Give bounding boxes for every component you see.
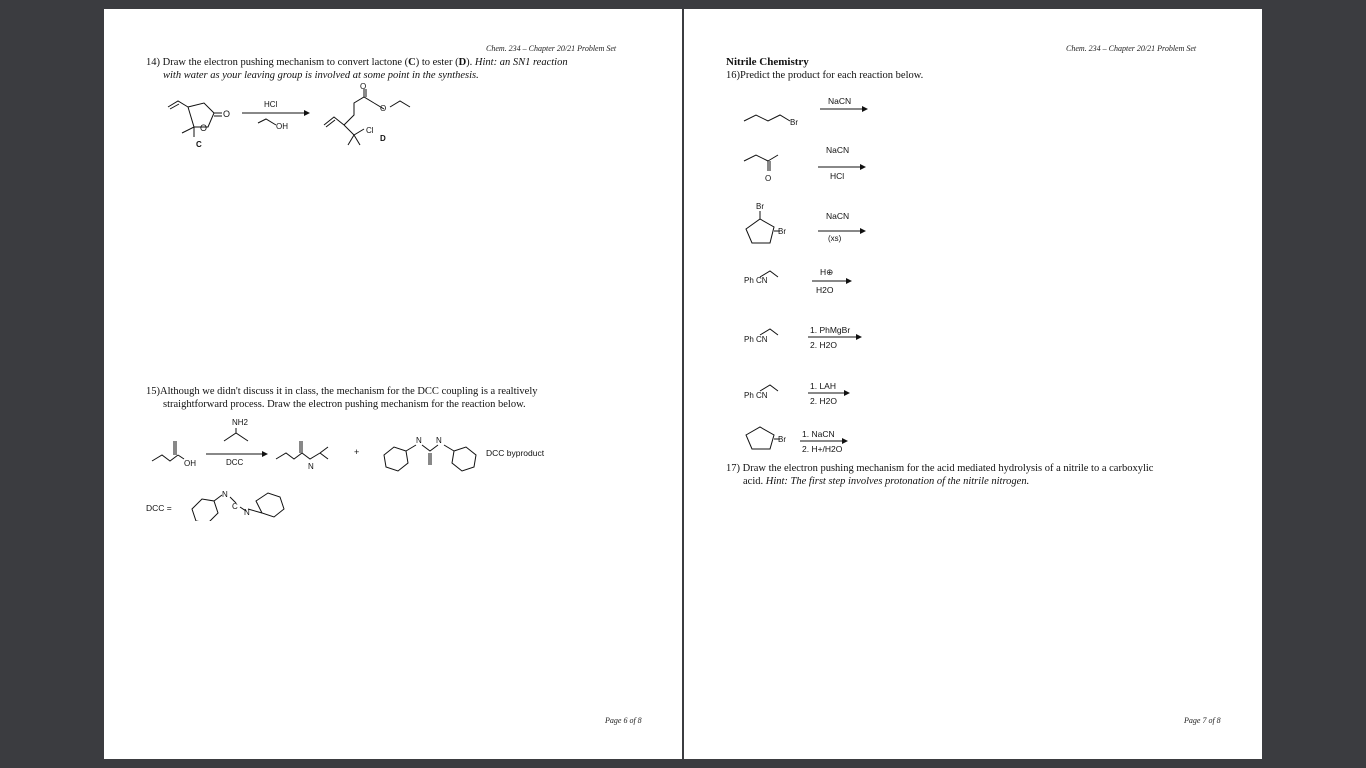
amide-product: [276, 441, 328, 459]
svg-text:N: N: [222, 490, 228, 499]
svg-text:2. H2O: 2. H2O: [810, 340, 837, 350]
label-c: C: [196, 140, 202, 149]
svg-text:Ph CN: Ph CN: [744, 335, 768, 344]
page-footer: Page 6 of 8: [605, 716, 642, 725]
ester-structure: [324, 89, 410, 145]
dcc-coupling-scheme: [144, 411, 584, 521]
chlorine: Cl: [366, 126, 374, 135]
amide-n: N: [308, 462, 314, 471]
reaction-5: [744, 325, 862, 350]
reaction-4: [744, 267, 852, 295]
svg-text:N: N: [416, 436, 422, 445]
svg-text:NaCN: NaCN: [828, 96, 852, 106]
question-16: 16)Predict the product for each reaction below.: [726, 70, 924, 81]
svg-text:N: N: [244, 508, 250, 517]
svg-text:(xs): (xs): [828, 234, 842, 243]
page-footer: Page 7 of 8: [1184, 716, 1221, 725]
reaction-1: [744, 96, 868, 127]
svg-text:O: O: [360, 82, 367, 91]
question-14: 14) Draw the electron pushing mechanism to convert lactone (C) to ester (D). Hint: an SN1 reaction with water as your leaving group is involved at some point in the synthesis.: [146, 57, 568, 81]
lactone-oxygen: O: [223, 109, 231, 119]
question-15: 15)Although we didn't discuss it in class, the mechanism for the DCC coupling is a realtively straightforward process. Draw the electron pushing mechanism for the reaction below.: [146, 386, 538, 410]
page-6: [104, 9, 682, 759]
nitrile-reactions: [734, 89, 894, 459]
reaction-2: [744, 145, 866, 183]
reagent-ethanol: OH: [276, 122, 288, 131]
svg-text:C: C: [232, 502, 238, 511]
svg-text:Br: Br: [756, 202, 764, 211]
svg-text:1. LAH: 1. LAH: [810, 381, 836, 391]
ring-oxygen: O: [200, 123, 208, 133]
carboxylic-acid: [152, 441, 184, 461]
reaction-6: [744, 381, 850, 406]
reagent-dcc: DCC: [226, 458, 244, 467]
dcc-equals: DCC =: [146, 503, 172, 513]
svg-text:Ph CN: Ph CN: [744, 276, 768, 285]
lactone-to-ester-scheme: [154, 79, 414, 159]
svg-text:Br: Br: [778, 435, 786, 444]
plus-sign: +: [354, 447, 360, 457]
dcc-structure: [192, 493, 284, 521]
page-header: Chem. 234 – Chapter 20/21 Problem Set: [1066, 44, 1197, 53]
svg-text:NaCN: NaCN: [826, 145, 850, 155]
svg-text:HCl: HCl: [830, 171, 845, 181]
svg-text:NaCN: NaCN: [826, 211, 850, 221]
svg-text:Ph CN: Ph CN: [744, 391, 768, 400]
section-title: Nitrile Chemistry: [726, 56, 809, 68]
svg-text:O: O: [380, 104, 387, 113]
lactone-structure: [168, 101, 222, 137]
label-d: D: [380, 134, 386, 143]
svg-text:Br: Br: [790, 118, 798, 127]
svg-text:Br: Br: [778, 227, 786, 236]
svg-text:H⊕: H⊕: [820, 267, 834, 277]
reaction-3: [746, 202, 866, 243]
question-17: 17) Draw the electron pushing mechanism for the acid mediated hydrolysis of a nitrile to a carboxylic acid. Hint: The first step involves protonation of the nitrile nitrogen.: [726, 463, 1154, 487]
dicyclohexylurea: [384, 445, 476, 471]
acid-oh: OH: [184, 459, 196, 468]
svg-text:O: O: [765, 174, 772, 183]
page-7: [684, 9, 1262, 759]
reagent-hcl: HCl: [264, 100, 278, 109]
amine-label: NH2: [232, 418, 249, 427]
svg-text:2. H+/H2O: 2. H+/H2O: [802, 444, 843, 454]
svg-text:1. NaCN: 1. NaCN: [802, 429, 835, 439]
svg-text:H2O: H2O: [816, 285, 834, 295]
reaction-7: [746, 427, 848, 454]
dcc-byproduct-label: DCC byproduct: [486, 448, 545, 458]
svg-text:N: N: [436, 436, 442, 445]
page-header: Chem. 234 – Chapter 20/21 Problem Set: [486, 44, 617, 53]
svg-text:2. H2O: 2. H2O: [810, 396, 837, 406]
svg-text:1. PhMgBr: 1. PhMgBr: [810, 325, 851, 335]
